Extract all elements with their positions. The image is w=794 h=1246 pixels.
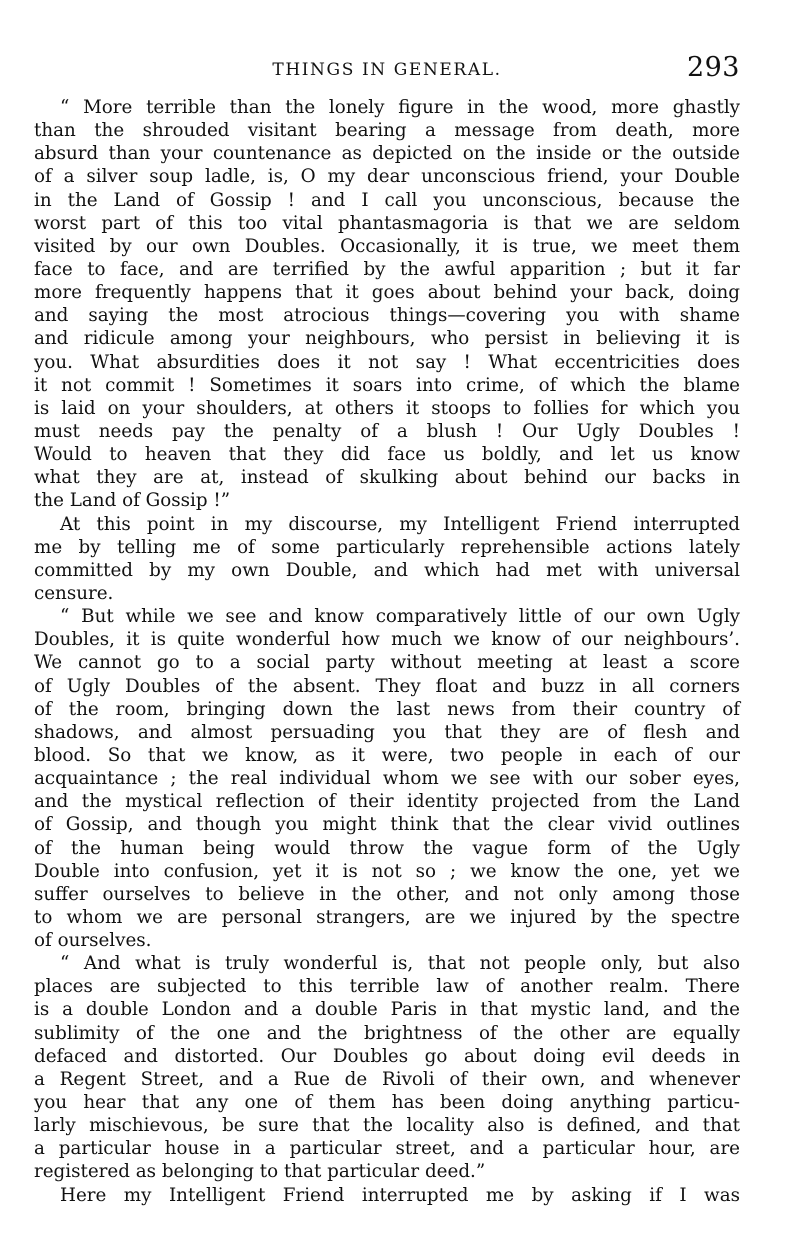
text-line: than the shrouded visitant bearing a message from death, more bbox=[34, 120, 740, 142]
text-line: in the Land of Gossip ! and I call you unconscious, because the bbox=[34, 189, 740, 211]
text-line: it not commit ! Sometimes it soars into crime, of which the blame bbox=[34, 374, 740, 396]
text-line: of the room, bringing down the last news from their country of bbox=[34, 698, 740, 720]
text-line: visited by our own Doubles. Occasionally, it is true, we meet them bbox=[34, 235, 740, 257]
text-line: larly mischievous, be sure that the locality also is defined, and that bbox=[34, 1115, 740, 1137]
text-line: of Gossip, and though you might think that the clear vivid outlines bbox=[34, 814, 740, 836]
text-line: censure. bbox=[34, 582, 114, 604]
text-line: of Ugly Doubles of the absent. They float and buzz in all corners bbox=[34, 675, 740, 697]
text-line: registered as belonging to that particular deed.” bbox=[34, 1161, 486, 1183]
text-line: absurd than your countenance as depicted on the inside or the outside bbox=[34, 143, 740, 165]
text-line: “ But while we see and know comparatively little of our own Ugly bbox=[60, 606, 740, 628]
text-line: what they are at, instead of skulking about behind our backs in bbox=[34, 467, 740, 489]
text-line: Double into confusion, yet it is not so ; we know the one, yet we bbox=[34, 860, 740, 882]
text-line: “ More terrible than the lonely figure in the wood, more ghastly bbox=[60, 97, 740, 118]
text-line: acquaintance ; the real individual whom we see with our sober eyes, bbox=[34, 768, 740, 790]
text-line: more frequently happens that it goes about behind your back, doing bbox=[34, 282, 740, 304]
text-line: must needs pay the penalty of a blush ! Our Ugly Doubles ! bbox=[34, 420, 740, 442]
text-line: me by telling me of some particularly reprehensible actions lately bbox=[34, 536, 740, 558]
text-line: Here my Intelligent Friend interrupted me by asking if I was bbox=[60, 1184, 740, 1206]
text-line: a particular house in a particular street, and a particular hour, are bbox=[34, 1138, 740, 1160]
text-line: shadows, and almost persuading you that they are of flesh and bbox=[34, 721, 740, 743]
text-line: to whom we are personal strangers, are we injured by the spectre bbox=[34, 906, 740, 928]
text-line: a Regent Street, and a Rue de Rivoli of their own, and whenever bbox=[34, 1068, 740, 1090]
text-line: committed by my own Double, and which had met with universal bbox=[34, 559, 740, 581]
text-line: suffer ourselves to believe in the other, and not only among those bbox=[34, 883, 740, 905]
text-line: and ridicule among your neighbours, who persist in believing it is bbox=[34, 328, 740, 350]
page-number: 293 bbox=[686, 52, 740, 83]
text-line: the Land of Gossip !” bbox=[34, 490, 231, 512]
text-line: At this point in my discourse, my Intelligent Friend interrupted bbox=[60, 513, 740, 535]
text-line: of a silver soup ladle, is, O my dear unconscious friend, your Double bbox=[34, 166, 740, 188]
text-line: We cannot go to a social party without meeting at least a score bbox=[34, 652, 740, 674]
running-head bbox=[34, 52, 740, 86]
text-line: you. What absurdities does it not say ! What eccentricities does bbox=[34, 351, 740, 373]
text-line: of ourselves. bbox=[34, 930, 152, 952]
text-line: places are subjected to this terrible law of another realm. There bbox=[34, 976, 740, 998]
text-line: and saying the most atrocious things—covering you with shame bbox=[34, 305, 740, 327]
text-line: “ And what is truly wonderful is, that not people only, but also bbox=[60, 953, 740, 975]
text-line: and the mystical reflection of their identity projected from the Land bbox=[34, 791, 740, 813]
text-line: is laid on your shoulders, at others it stoops to follies for which you bbox=[34, 397, 740, 419]
text-line: Would to heaven that they did face us boldly, and let us know bbox=[34, 444, 740, 466]
running-title: THINGS IN GENERAL. bbox=[272, 60, 502, 80]
text-line: sublimity of the one and the brightness of the other are equally bbox=[34, 1022, 740, 1044]
body-text bbox=[34, 96, 740, 1207]
text-line: is a double London and a double Paris in that mystic land, and the bbox=[34, 999, 740, 1021]
text-line: of the human being would throw the vague form of the Ugly bbox=[34, 837, 740, 859]
text-line: you hear that any one of them has been doing anything particu- bbox=[34, 1092, 740, 1114]
text-line: worst part of this too vital phantasmagoria is that we are seldom bbox=[34, 212, 740, 234]
text-line: face to face, and are terrified by the awful apparition ; but it far bbox=[34, 258, 740, 280]
text-line: blood. So that we know, as it were, two people in each of our bbox=[34, 744, 740, 766]
text-line: defaced and distorted. Our Doubles go about doing evil deeds in bbox=[34, 1045, 740, 1067]
text-line: Doubles, it is quite wonderful how much we know of our neighbours’. bbox=[34, 629, 740, 651]
